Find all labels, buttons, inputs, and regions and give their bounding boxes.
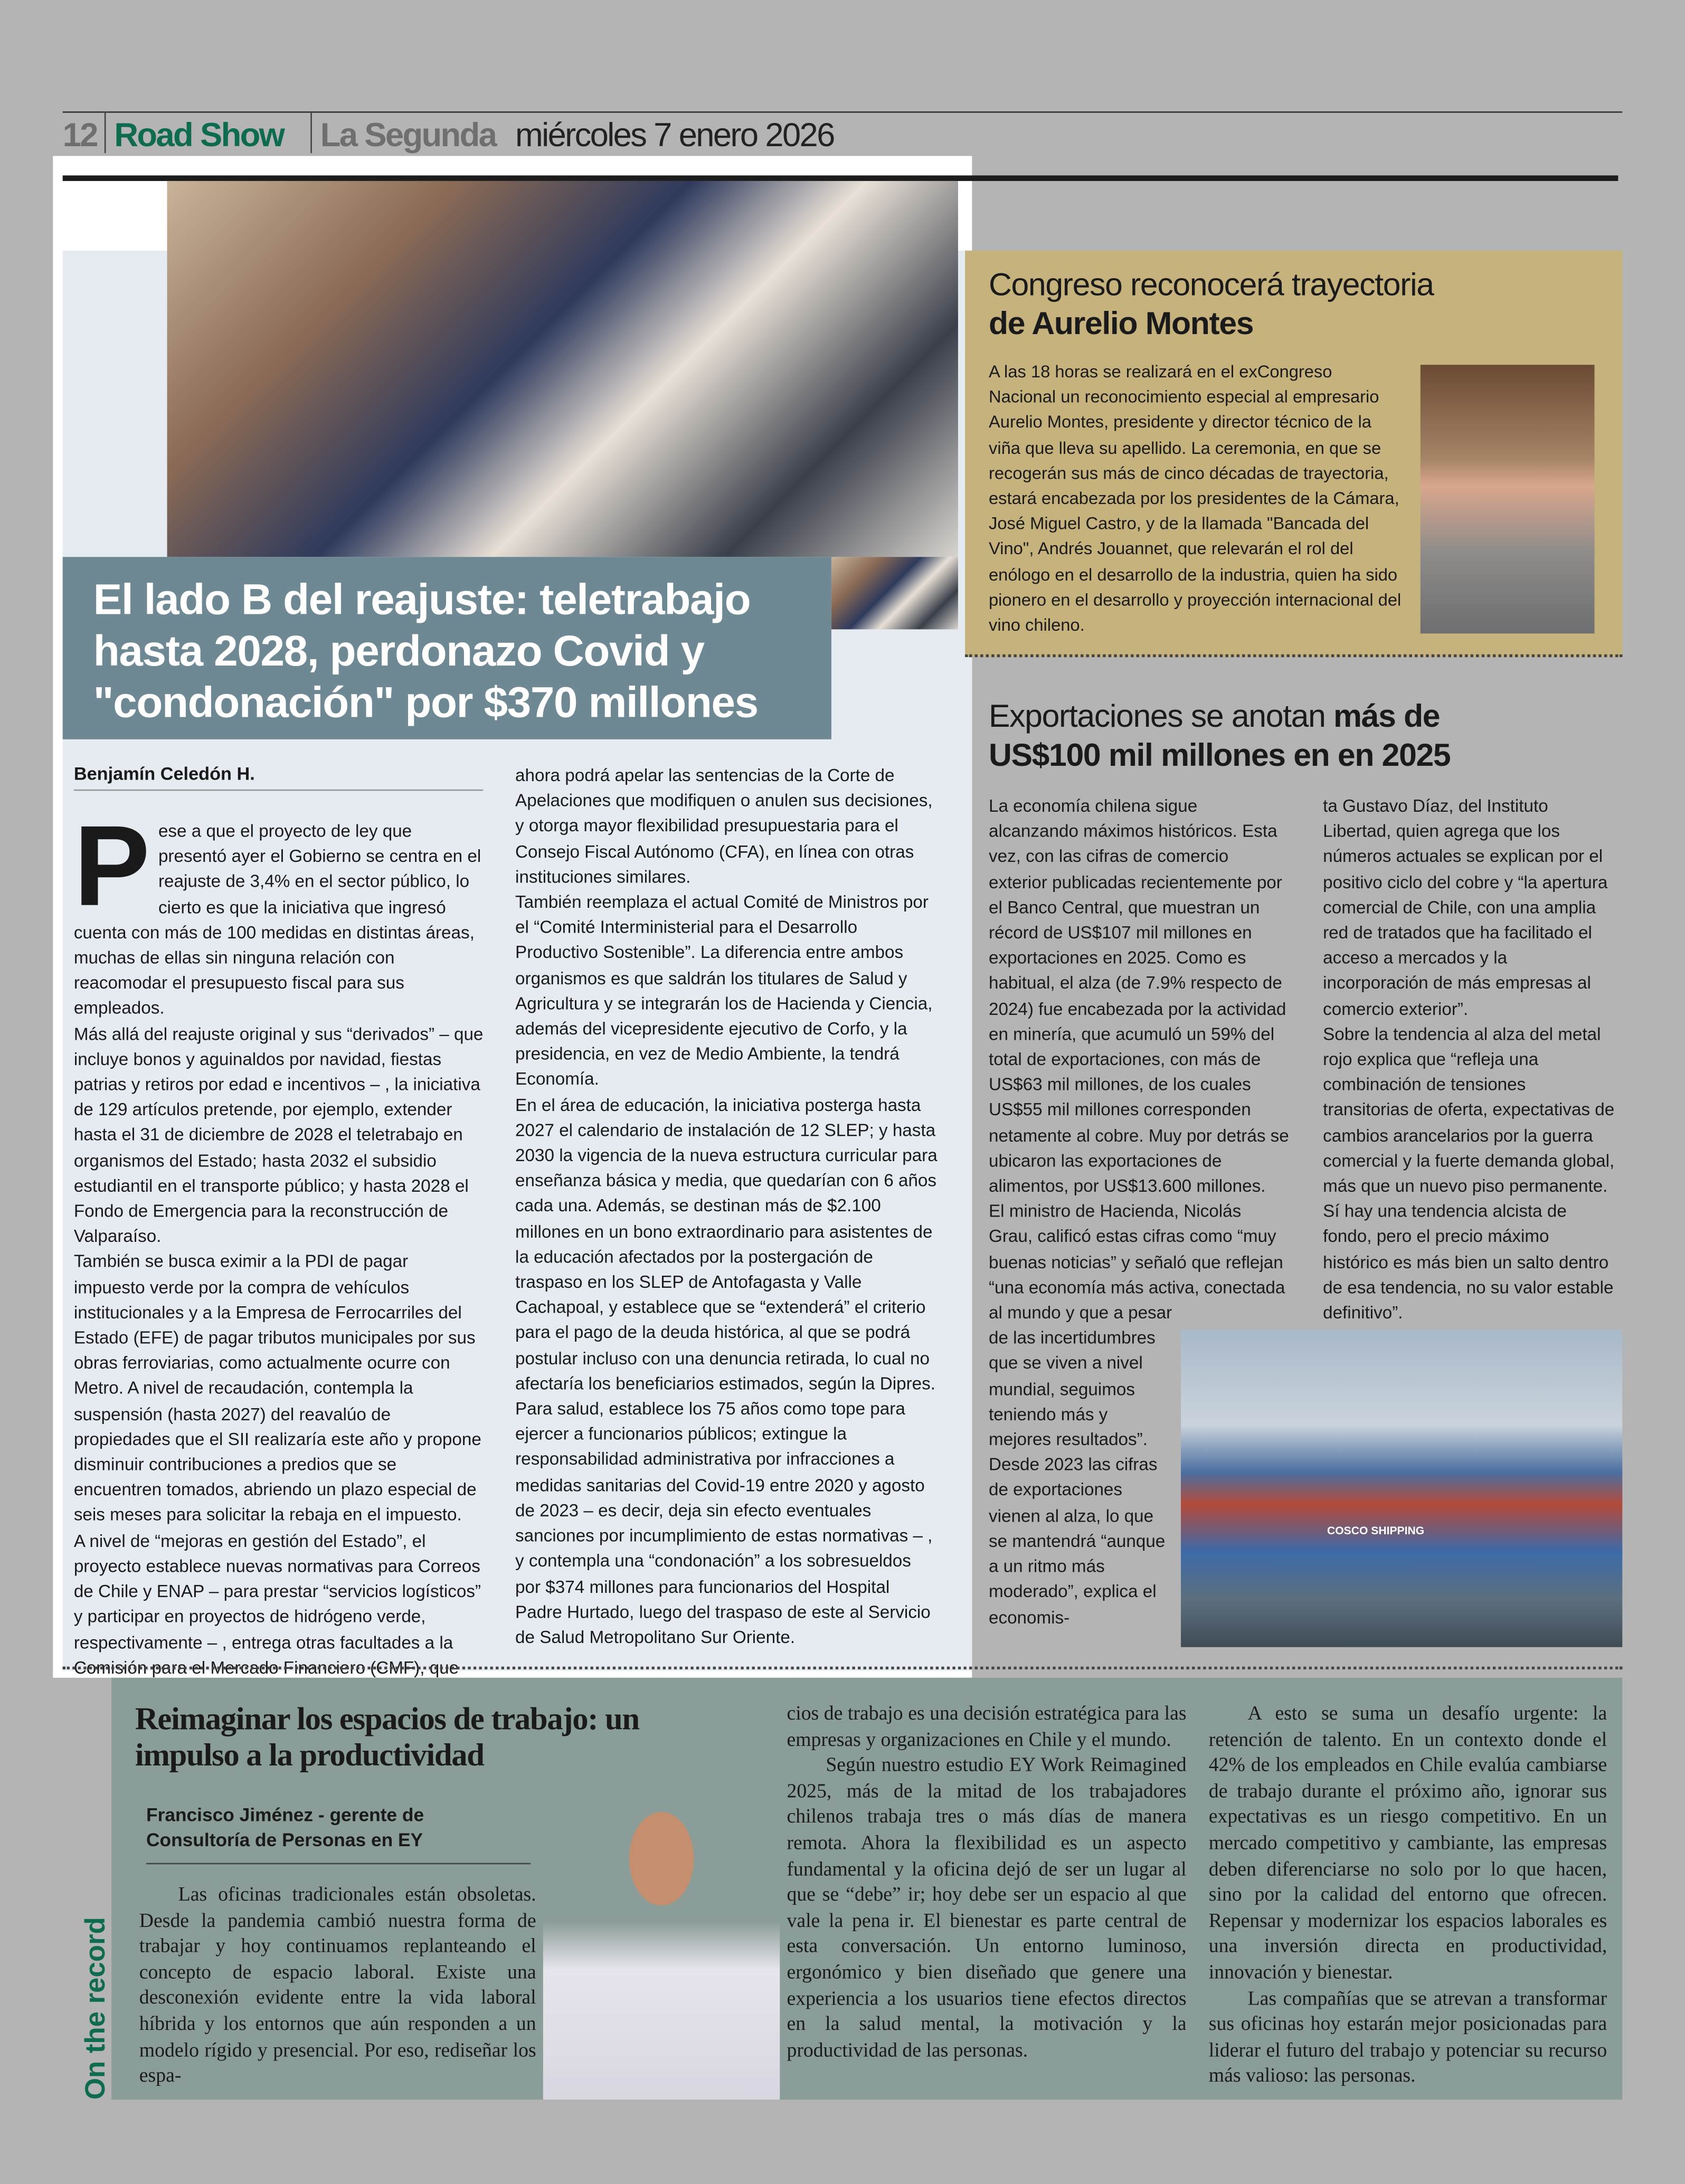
page-number: 12 — [62, 117, 97, 155]
paragraph: También reemplaza el actual Comité de Ministros por el “Comité Interministerial para el Desarrollo Productivo Sostenible”. La diferencia entre ambos organismos es que saldrán los titulares de Salud y Agricultura y se integrarán los de Hacienda y Ciencia, además del vicepresidente ejecutivo de Corfo, y la presidencia, en vez de Medio Ambiente, la tendrá Economía. — [515, 892, 933, 1090]
title-bold: de Aurelio Montes — [988, 305, 1254, 341]
aurelio-montes-photo — [1421, 365, 1595, 633]
paragraph: ta Gustavo Díaz, del Instituto Libertad, quien agrega que los números actuales se explican por el positivo ciclo del cobre y “la apertura comercial de Chile, con una amplia red de tratados que ha facilitado el acceso a mercados y la incorporación de más empresas al comercio exterior”. — [1323, 796, 1608, 1019]
black-rule — [63, 175, 1618, 181]
paragraph: Las compañías que se atrevan a transformar sus oficinas hoy estarán mejor posicionadas para liderar el futuro del trabajo y potenciar su recurso más valioso: las personas. — [1208, 1987, 1607, 2088]
paragraph: cios de trabajo es una decisión estratégica para las empresas y organizaciones en Chile y el mundo. — [787, 1703, 1187, 1751]
byline: Benjamín Celedón H. — [74, 763, 484, 791]
paragraph: A nivel de “mejoras en gestión del Estado”, el proyecto establece nuevas normativas para Correos de Chile y ENAP – para prestar “servicios logísticos” y participar en proyectos de hidrógeno verde, respectivamente – , entrega otras facultades a la Comisión para el Mercado Financiero (CMF), que — [73, 1531, 481, 1678]
paragraph: Más allá del reajuste original y sus “derivados” – que incluye bonos y aguinaldos por navidad, fiestas patrias y retiros por edad e incentivos – , la iniciativa de 129 artículos pretende, por ejemplo, extender hasta el 31 de diciembre de 2028 el teletrabajo en organismos del Estado; hasta 2032 el subsidio estudiantil en el transporte público; y hasta 2028 el Fondo de Emergencia para la reconstrucción de Valparaíso. — [73, 1024, 484, 1247]
exports-title-block — [989, 696, 1615, 774]
paragraph: También se busca eximir a la PDI de pagar impuesto verde por la compra de vehículos institucionales y a la Empresa de Ferrocarriles del Estado (EFE) de pagar tributos municipales por sus obras ferroviarias, como actualmente ocurre con Metro. A nivel de recaudación, contempla la suspensión (hasta 2027) del reavalúo de propiedades que el SII realizaría este año y propone disminuir contribuciones a predios que se encuentren tomados, abriendo un plazo especial de seis meses para solicitar la rebaja en el impuesto. — [73, 1252, 481, 1525]
montes-box — [965, 251, 1622, 657]
dotted-divider — [63, 1667, 1623, 1669]
on-the-record-label: On the record — [81, 1917, 112, 2100]
paragraph: Para salud, establece los 75 años como tope para ejercer a funcionarios públicos; extingue la responsabilidad administrativa por infracciones a medidas sanitarias del Covid-19 entre 2020 y agosto de 2023 – es decir, deja sin efecto eventuales sanciones por incumplimiento de estas normativas – , y contempla una “condonación” a los sobresueldos por $374 millones para funcionarios del Hospital Padre Hurtado, luego del traspaso de este al Servicio de Salud Metropolitano Sur Oriente. — [515, 1399, 933, 1647]
paragraph: ese a que el proyecto de ley que presentó ayer el Gobierno se centra en el reajuste de 3,4% en el sector público, lo cierto es que la iniciativa que ingresó cuenta con más de 100 medidas en distintas áreas, muchas de ellas sin ninguna relación con reacomodar el presupuesto fiscal para sus empleados. — [73, 821, 481, 1019]
title-light: Congreso reconocerá trayectoria — [988, 265, 1434, 302]
opinion-title: Reimaginar los espacios de trabajo: un impulso a la productividad — [135, 1701, 639, 1773]
paragraph: Las oficinas tradicionales están obsoletas. Desde la pandemia cambió nuestra forma de trabajar y hoy continuamos replanteando el concepto de espacio laboral. Existe una desconexión evidente entre la vida laboral híbrida y los entornos que aún responden a un modelo rígido y presencial. Por eso, rediseñar los espa- — [139, 1884, 536, 2087]
paragraph: Sobre la tendencia al alza del metal rojo explica que “refleja una combinación de tensiones transitorias de oferta, expectativas de cambios arancelarios por la guerra comercial y la fuerte demanda global, más que un nuevo piso permanente. Sí hay una tendencia alcista de fondo, pero el precio máximo histórico es más bien un salto dentro de esa tendencia, no su valor estable definitivo”. — [1323, 1024, 1615, 1323]
opinion-author: Francisco Jiménez - gerente de Consultoría de Personas en EY — [146, 1803, 531, 1864]
exports-col2 — [1323, 794, 1615, 1326]
title-bold: más de — [1333, 697, 1440, 734]
paragraph: ahora podrá apelar las sentencias de la Corte de Apelaciones que modifiquen o anulen sus decisiones, y otorga mayor flexibilidad presupuestaria para el Consejo Fiscal Autónomo (CFA), en línea con otras instituciones similares. — [515, 765, 933, 887]
divider — [310, 111, 312, 153]
montes-body: A las 18 horas se realizará en el exCongreso Nacional un reconocimiento especial al empresario Aurelio Montes, presidente y director técnico de la viña que lleva su apellido. La ceremonia, en que se recogerán sus más de cinco décadas de trayectoria, estará encabezada por los presidentes de la Cámara, José Miguel Castro, y de la llamada "Bancada del Vino", Andrés Jouannet, que relevarán el rol del enólogo en el desarrollo de la industria, quien ha sido pionero en el desarrollo y proyección internacional del vino chileno. — [988, 362, 1402, 635]
drop-cap: P — [73, 803, 150, 930]
paragraph: Según nuestro estudio EY Work Reimagined 2025, más de la mitad de los trabajadores chilenos trabaja tres o más días de manera remota. Ahora la flexibilidad es un aspecto fundamental y la oficina dejó de ser un lugar al que se “debe” ir; hoy debe ser un espacio al que vale la pena ir. El bienestar es parte central de esta conversación. Un entorno luminoso, ergonómico y bien diseñado que genere una experiencia a los usuarios tiene efectos directos en la salud mental, la motivación y la productividad de las personas. — [787, 1754, 1187, 2062]
congress-meeting-photo-edge — [831, 557, 958, 629]
dotted-divider — [965, 654, 1622, 657]
opinion-col3 — [1209, 1702, 1607, 2090]
cargo-ship-photo — [1181, 1330, 1622, 1647]
main-article-col1 — [73, 803, 484, 1680]
publication-name: La Segunda — [320, 117, 496, 155]
paragraph: A esto se suma un desafío urgente: la retención de talento. En un contexto donde el 42% de los empleados en Chile evalúa cambiarse de trabajo durante el próximo año, ignorar sus expectativas es un riesgo competitivo. En un mercado competitivo y cambiante, las empresas deben diferenciarse no solo por lo que hacen, sino por la calidad del entorno que ofrecen. Repensar y modernizar los espacios laborales es una inversión directa en productividad, innovación y bienestar. — [1208, 1703, 1607, 1984]
exports-title — [989, 696, 1615, 774]
header-rule — [63, 111, 1623, 113]
issue-date: miércoles 7 enero 2026 — [515, 117, 834, 155]
paragraph: La economía chilena sigue alcanzando máximos históricos. Esta vez, con las cifras de comercio exterior publicadas recientemente por el Banco Central, que muestran un récord de US$107 mil millones en exportaciones en 2025. Como es habitual, el alza (de 7.9% respecto de 2024) fue encabezada por la actividad en minería, que acumuló un 59% del total de exportaciones, con más de US$63 mil millones, de los cuales US$55 mil millones corresponden netamente al cobre. Muy por detrás se ubicaron las exportaciones de alimentos, por US$13.600 millones. — [988, 796, 1289, 1197]
divider — [105, 111, 106, 153]
paragraph: En el área de educación, la iniciativa posterga hasta 2027 el calendario de instalación de 12 SLEP; y hasta 2030 la vigencia de la nueva estructura curricular para enseñanza básica y media, que quedarían con 6 años cada una. Además, se destinan más de $2.100 millones en un bono extraordinario para asistentes de la educación afectados por la postergación de traspaso en los SLEP de Antofagasta y Valle Cachapoal, y establece que se “extenderá” el criterio para el pago de la deuda histórica, al que se podrá postular incluso con una denuncia retirada, lo cual no afectaría los beneficiarios estimados, según la Dipres. — [515, 1095, 938, 1394]
paragraph: El ministro de Hacienda, Nicolás Grau, calificó estas cifras como “muy buenas noticias” y señaló que reflejan “una economía más activa, conectada al mundo y que a pesar de las incertidumbres que se viven a nivel mundial, seguimos teniendo más y mejores resultados”. Desde 2023 las cifras de exportaciones vienen al alza, lo que se mantendrá “aunque a un ritmo más moderado”, explica el economis- — [988, 1202, 1285, 1627]
section-name: Road Show — [114, 117, 284, 155]
main-article-title: El lado B del reajuste: teletrabajo hasta 2028, perdonazo Covid y "condonación" por $370 millones — [63, 557, 831, 739]
francisco-jimenez-photo — [543, 1775, 780, 2100]
montes-title — [989, 264, 1434, 343]
ship-label: COSCO SHIPPING — [1327, 1524, 1425, 1537]
title-light: Exportaciones se anotan — [988, 697, 1334, 734]
opinion-col1 — [139, 1883, 536, 2090]
congress-meeting-photo — [167, 181, 958, 557]
opinion-col2 — [787, 1702, 1186, 2064]
title-bold: US$100 mil millones en en 2025 — [988, 736, 1451, 773]
main-article-col2 — [515, 763, 940, 1650]
